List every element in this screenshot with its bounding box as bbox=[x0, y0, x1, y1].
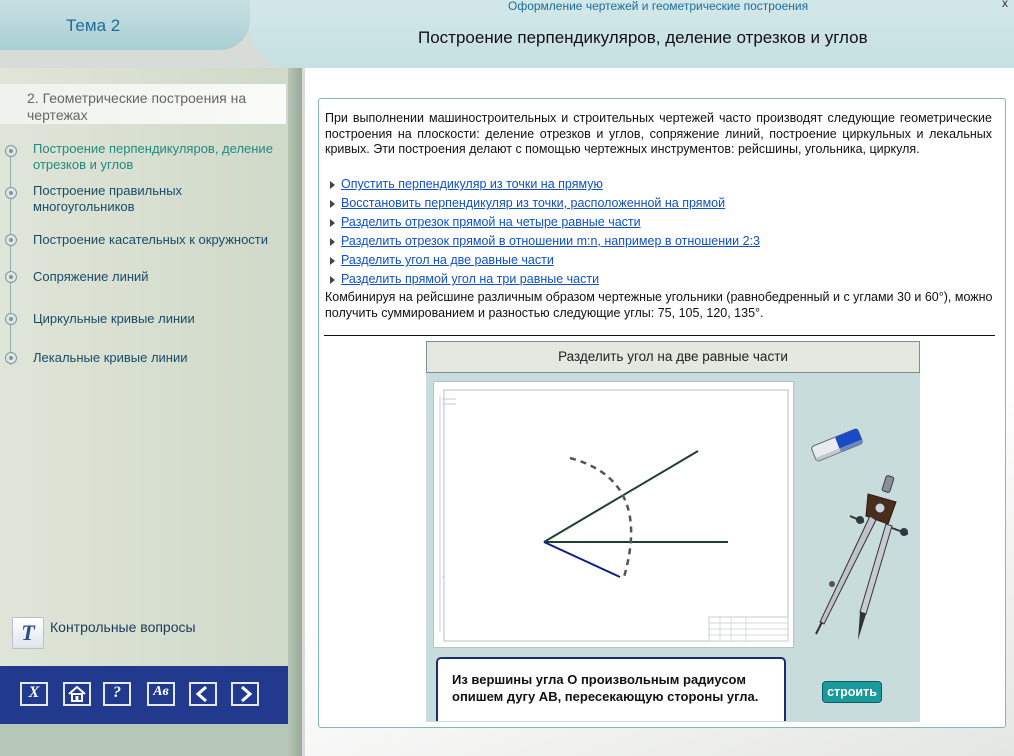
nav-bullet-icon bbox=[4, 312, 18, 326]
link-row bbox=[330, 234, 760, 248]
forward-button[interactable] bbox=[231, 682, 259, 706]
nav-bullet-icon bbox=[4, 144, 18, 158]
divider bbox=[324, 335, 995, 336]
triangle-bullet-icon bbox=[330, 181, 335, 189]
link-row bbox=[330, 177, 603, 191]
link-row bbox=[330, 196, 725, 210]
glossary-button[interactable]: Aв bbox=[147, 682, 175, 706]
sidebar-item-label: Циркульные кривые линии bbox=[33, 311, 195, 326]
exit-button[interactable]: X bbox=[20, 682, 48, 706]
drawing-sheet bbox=[433, 381, 794, 648]
eraser-icon[interactable] bbox=[806, 425, 868, 465]
topic-header bbox=[0, 0, 250, 50]
back-button[interactable] bbox=[189, 682, 217, 706]
toolbar-footer bbox=[0, 724, 288, 756]
sidebar-item-label: Построение перпендикуляров, деление отрезков и углов bbox=[33, 141, 273, 172]
instruction-text: Из вершины угла О произвольным радиусом опишем дугу AB, пересекающую стороны угла. bbox=[452, 672, 759, 704]
close-icon[interactable]: x bbox=[1002, 0, 1008, 10]
course-title: Оформление чертежей и геометрические построения bbox=[508, 0, 809, 13]
combine-text: Комбинируя на рейсшине различным образом чертежные угольники (равнобедренный и с углами 30 и 60°), можно получить суммированием и разностью следующие углы: 75, 105, 120, 135°. bbox=[325, 290, 993, 320]
control-questions-label: Контрольные вопросы bbox=[50, 619, 196, 635]
test-icon: T bbox=[12, 617, 44, 649]
link-row bbox=[330, 253, 554, 267]
link-trisect-right-angle[interactable]: Разделить прямой угол на три равные части bbox=[341, 272, 600, 286]
nav-bullet-icon bbox=[4, 351, 18, 365]
home-icon bbox=[65, 684, 89, 704]
link-row bbox=[330, 215, 641, 229]
page-header bbox=[250, 0, 1014, 68]
topic-label: Тема 2 bbox=[66, 16, 121, 35]
help-button[interactable]: ? bbox=[103, 682, 131, 706]
demo-title: Разделить угол на две равные части bbox=[426, 341, 920, 373]
nav-bullet-icon bbox=[4, 186, 18, 200]
sidebar-item-circular-curves[interactable] bbox=[0, 311, 286, 329]
page-title: Построение перпендикуляров, деление отрезков и углов bbox=[418, 28, 868, 47]
link-bisect-angle[interactable]: Разделить угол на две равные части bbox=[341, 253, 554, 267]
compass-icon[interactable] bbox=[808, 472, 916, 644]
angle-construction-drawing bbox=[434, 382, 793, 647]
build-button[interactable]: строить bbox=[822, 681, 882, 703]
link-divide-ratio[interactable]: Разделить отрезок прямой в отношении m:n, например в отношении 2:3 bbox=[341, 234, 760, 248]
sidebar-item-label: Построение касательных к окружности bbox=[33, 232, 269, 247]
triangle-bullet-icon bbox=[330, 257, 335, 265]
link-raise-perpendicular[interactable]: Восстановить перпендикуляр из точки, расположенной на прямой bbox=[341, 196, 726, 210]
sidebar-item-label: Лекальные кривые линии bbox=[33, 350, 188, 365]
bottom-toolbar bbox=[0, 666, 288, 724]
control-questions-link[interactable] bbox=[12, 617, 272, 649]
triangle-bullet-icon bbox=[330, 200, 335, 208]
home-button[interactable] bbox=[63, 682, 91, 706]
nav-bullet-icon bbox=[4, 270, 18, 284]
instruction-box bbox=[436, 657, 786, 721]
section-title: 2. Геометрические построения на чертежах bbox=[27, 90, 247, 123]
arrow-left-icon bbox=[191, 684, 215, 704]
triangle-bullet-icon bbox=[330, 238, 335, 246]
sidebar-item-conjugation[interactable] bbox=[0, 269, 286, 287]
triangle-bullet-icon bbox=[330, 219, 335, 227]
intro-text: При выполнении машиностроительных и строительных чертежей часто производят следующие геометрические построения на плоскости: деление отрезков и углов, сопряжение линий, построение циркульных и лекальных кривых. Эти построения делают с помощью чертежных инструментов: рейсшины, угольника, циркуля. bbox=[325, 111, 992, 156]
sidebar-item-pattern-curves[interactable] bbox=[0, 350, 286, 368]
link-drop-perpendicular[interactable]: Опустить перпендикуляр из точки на прямую bbox=[341, 177, 603, 191]
sidebar-item-label: Сопряжение линий bbox=[33, 269, 149, 284]
sidebar-item-perpendiculars[interactable] bbox=[0, 141, 286, 175]
sidebar-item-label: Построение правильных многоугольников bbox=[33, 183, 183, 214]
sidebar-item-polygons[interactable] bbox=[0, 183, 286, 217]
arrow-right-icon bbox=[233, 684, 257, 704]
nav-bullet-icon bbox=[4, 233, 18, 247]
triangle-bullet-icon bbox=[330, 276, 335, 284]
link-divide-four-parts[interactable]: Разделить отрезок прямой на четыре равные части bbox=[341, 215, 641, 229]
sidebar-item-tangents[interactable] bbox=[0, 232, 286, 250]
link-row bbox=[330, 272, 599, 286]
sidebar-divider bbox=[288, 68, 302, 756]
